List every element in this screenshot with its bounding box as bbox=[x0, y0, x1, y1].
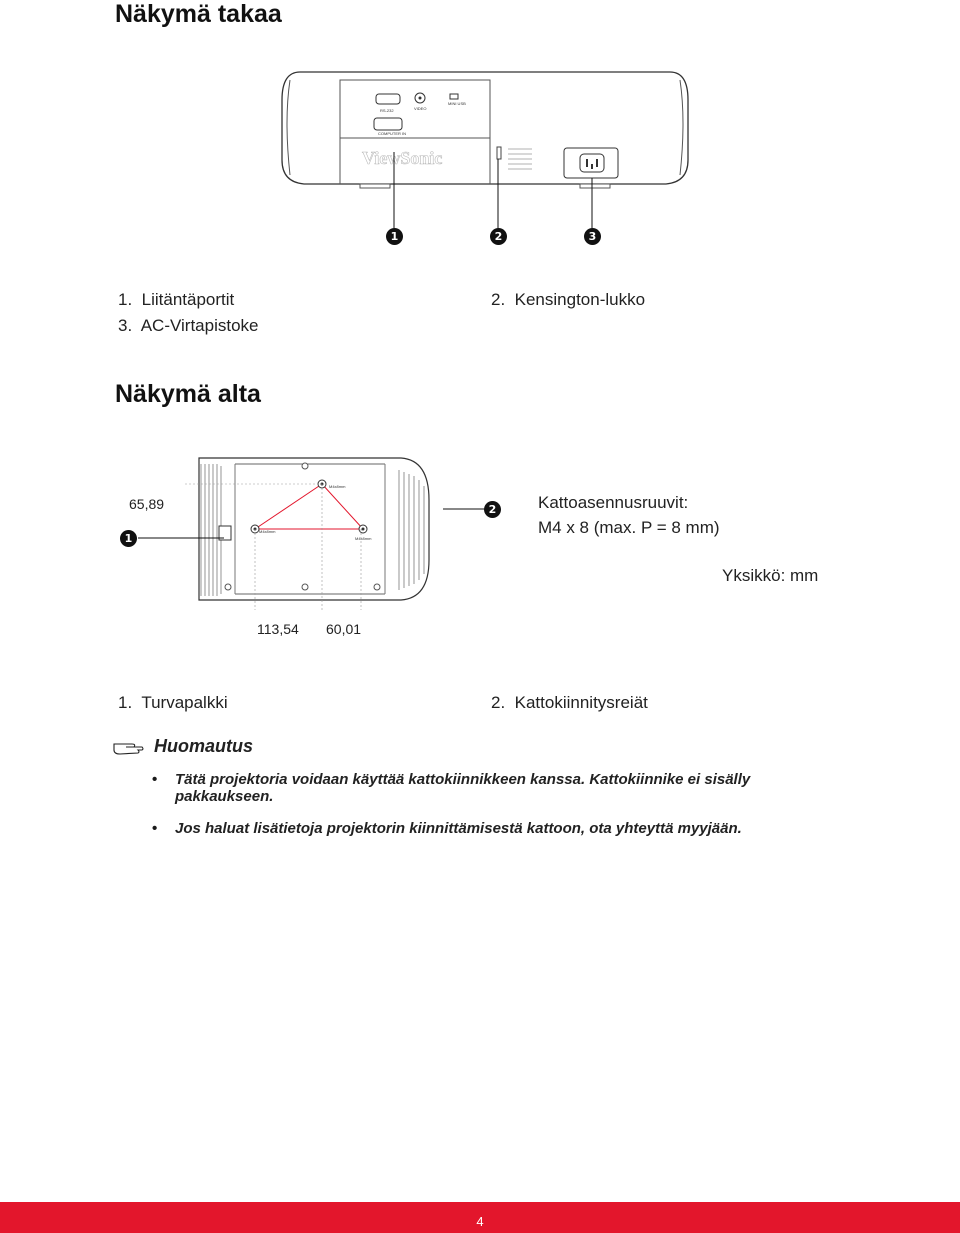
section-title-rear: Näkymä takaa bbox=[115, 0, 282, 28]
computer-in-label: COMPUTER IN bbox=[378, 131, 406, 136]
brand-logo: ViewSonic bbox=[362, 148, 443, 168]
rear-list-item-2: 2. Kensington-lukko bbox=[491, 290, 646, 309]
bottom-leader-lines bbox=[120, 500, 500, 550]
screw-label-2: M4x8mm bbox=[259, 529, 276, 534]
note-bullet-1: Tätä projektoria voidaan käyttää kattokiinnikkeen kanssa. Kattokiinnike ei sisälly pakkaukseen. bbox=[175, 771, 751, 805]
unit-label: Yksikkö: mm bbox=[722, 566, 819, 585]
note-title: Huomautus bbox=[154, 736, 253, 756]
callout-bottom-2: 2 bbox=[484, 501, 501, 518]
rear-view-diagram bbox=[270, 60, 700, 260]
note-bullet-mark-2: • bbox=[152, 820, 158, 837]
callout-3: 3 bbox=[584, 228, 601, 245]
dimension-bottom-2: 60,01 bbox=[326, 621, 362, 637]
callout-1: 1 bbox=[386, 228, 403, 245]
rear-list-item-1: 1. Liitäntäportit bbox=[118, 290, 235, 309]
bottom-list-item-1: 1. Turvapalkki bbox=[118, 693, 228, 712]
rs232-label: RS-232 bbox=[380, 108, 394, 113]
mount-info-line1: Kattoasennusruuvit: bbox=[538, 493, 689, 512]
dimension-left: 65,89 bbox=[129, 496, 165, 512]
rear-list-item-3: 3. AC-Virtapistoke bbox=[118, 316, 259, 335]
note-bullet-mark-1: • bbox=[152, 771, 158, 788]
screw-label-3: M4x8mm bbox=[355, 536, 372, 541]
note-bullet-2: Jos haluat lisätietoja projektorin kiinnittämisestä kattoon, ota yhteyttä myyjään. bbox=[175, 820, 742, 837]
callout-2: 2 bbox=[490, 228, 507, 245]
bottom-list-item-2: 2. Kattokiinnitysreiät bbox=[491, 693, 648, 712]
section-title-bottom: Näkymä alta bbox=[115, 380, 261, 408]
pointing-hand-icon bbox=[112, 738, 146, 756]
page-number: 4 bbox=[476, 1214, 484, 1229]
mini-usb-label: MINI USB bbox=[448, 101, 466, 106]
dimension-bottom-1: 113,54 bbox=[257, 621, 299, 637]
screw-label-1: M4x8mm bbox=[329, 484, 346, 489]
video-label: VIDEO bbox=[414, 106, 427, 111]
mount-info-line2: M4 x 8 (max. P = 8 mm) bbox=[538, 518, 720, 537]
callout-bottom-1: 1 bbox=[120, 530, 137, 547]
